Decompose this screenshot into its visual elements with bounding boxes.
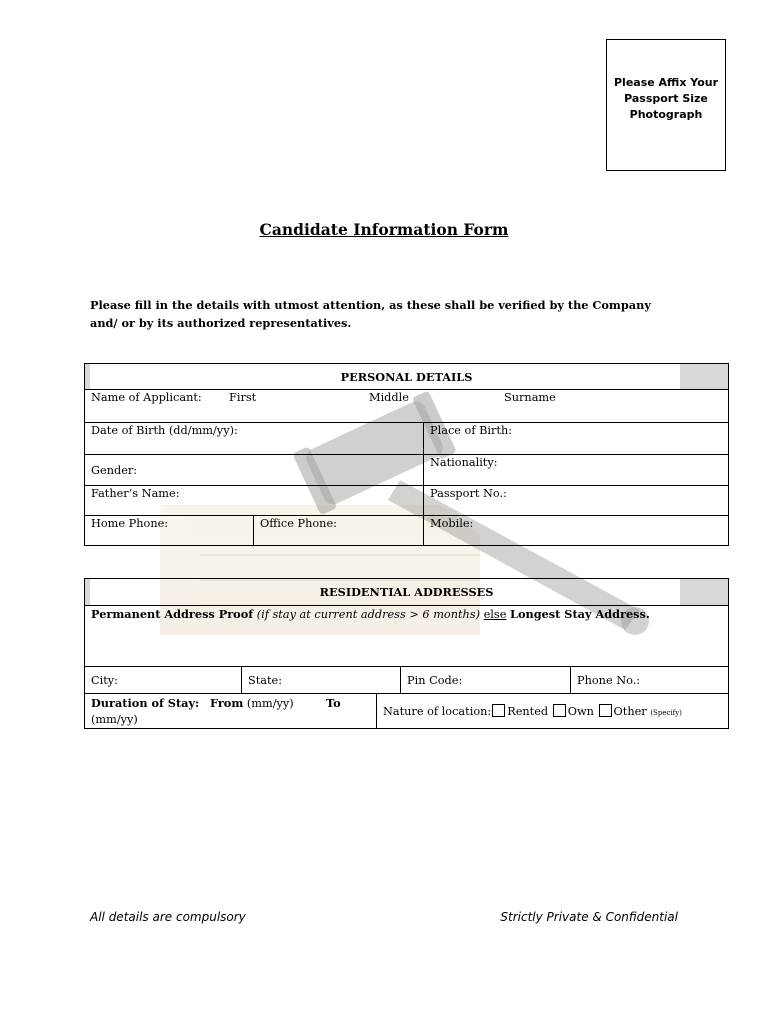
other-label: Other	[613, 705, 647, 718]
nature-of-location-field	[377, 694, 729, 729]
dob-field[interactable]	[85, 423, 424, 455]
residential-addresses-table	[84, 578, 729, 729]
dob-label: Date of Birth (dd/mm/yy):	[91, 424, 238, 437]
gender-label: Gender:	[91, 464, 138, 477]
father-name-label: Father’s Name:	[91, 487, 180, 500]
office-phone-field[interactable]	[254, 516, 424, 546]
from-format: (mm/yy)	[246, 697, 294, 710]
pin-code-field[interactable]	[401, 667, 571, 694]
city-label: City:	[91, 673, 118, 687]
city-field[interactable]	[85, 667, 242, 694]
surname-label: Surname	[504, 391, 556, 404]
personal-details-title: PERSONAL DETAILS	[340, 369, 473, 384]
specify-label: (Specify)	[650, 709, 682, 717]
photo-box-text: Please Affix Your Passport Size Photograph	[613, 76, 719, 121]
from-label: From	[210, 696, 244, 710]
permanent-address-note: (if stay at current address > 6 months)	[256, 608, 481, 621]
mobile-label: Mobile:	[430, 517, 474, 530]
duration-label: Duration of Stay:	[91, 696, 200, 710]
to-format: (mm/yy)	[91, 713, 138, 726]
applicant-name-label: Name of Applicant:	[91, 391, 202, 404]
phone-field[interactable]	[571, 667, 729, 694]
residential-title: RESIDENTIAL ADDRESSES	[319, 585, 494, 599]
place-of-birth-label: Place of Birth:	[430, 424, 513, 437]
place-of-birth-field[interactable]	[424, 423, 729, 455]
residential-header	[85, 579, 729, 606]
longest-stay-label: Longest Stay Address.	[510, 607, 650, 621]
to-label: To	[326, 696, 341, 710]
intro-text: Please fill in the details with utmost attention, as these shall be verified by the Company and/ or by its authorized representatives.	[90, 298, 651, 330]
pin-code-label: Pin Code:	[407, 673, 463, 687]
mobile-field[interactable]	[424, 516, 729, 546]
rented-checkbox[interactable]	[492, 704, 505, 717]
home-phone-label: Home Phone:	[91, 517, 169, 530]
duration-field[interactable]	[85, 694, 377, 729]
rented-label: Rented	[507, 705, 549, 718]
nationality-field[interactable]	[424, 455, 729, 486]
else-word: else	[483, 608, 507, 621]
other-checkbox[interactable]	[599, 704, 612, 717]
permanent-address-label: Permanent Address Proof	[91, 607, 254, 621]
passport-label: Passport No.:	[430, 487, 507, 500]
own-label: Own	[567, 705, 594, 718]
page-title: Candidate Information Form	[259, 220, 509, 239]
home-phone-field[interactable]	[85, 516, 254, 546]
office-phone-label: Office Phone:	[260, 517, 337, 530]
applicant-name-field[interactable]	[85, 390, 729, 423]
own-checkbox[interactable]	[553, 704, 566, 717]
first-name-label: First	[229, 391, 257, 404]
nationality-label: Nationality:	[430, 456, 498, 469]
state-label: State:	[248, 673, 283, 687]
personal-details-table	[84, 363, 729, 546]
footer-left: All details are compulsory	[90, 910, 246, 924]
permanent-address-field[interactable]	[85, 606, 729, 667]
father-name-field[interactable]	[85, 486, 424, 516]
phone-label: Phone No.:	[577, 673, 641, 687]
footer-right: Strictly Private & Confidential	[500, 910, 678, 924]
passport-field[interactable]	[424, 486, 729, 516]
photo-box	[606, 39, 726, 171]
gender-field[interactable]	[85, 455, 424, 486]
state-field[interactable]	[242, 667, 401, 694]
nature-label: Nature of location:	[383, 705, 492, 718]
personal-details-header	[85, 364, 729, 390]
middle-name-label: Middle	[369, 391, 409, 404]
